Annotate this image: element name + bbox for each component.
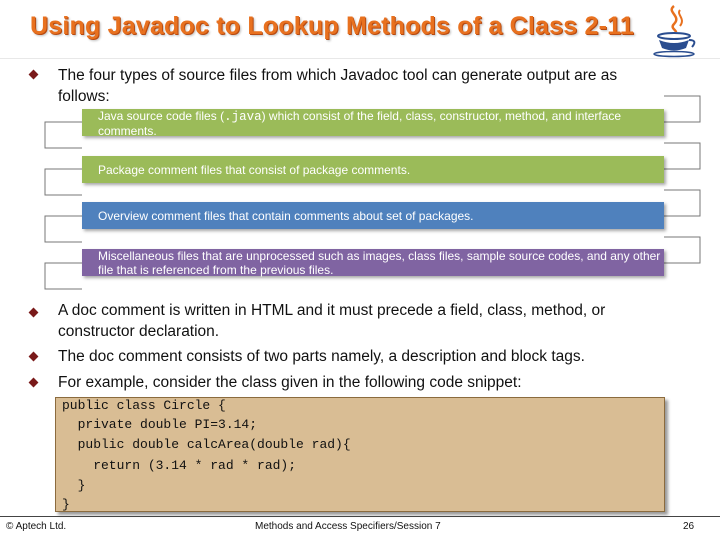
type-prefix: Java source code files ( bbox=[98, 109, 225, 123]
code-line: return (3.14 * rad * rad); bbox=[62, 458, 297, 473]
type-box-miscellaneous bbox=[82, 249, 664, 276]
bullet-code-example: For example, consider the class given in the following code snippet: bbox=[58, 374, 522, 391]
type-java-source-text bbox=[98, 109, 664, 138]
code-line: public class Circle { bbox=[62, 398, 226, 413]
java-extension-code: .java bbox=[224, 110, 262, 124]
type-miscellaneous-text: Miscellaneous files that are unprocessed such as images, class files, sample source codes, and any other file that is referenced from the previous files. bbox=[98, 249, 661, 277]
type-box-java-source bbox=[82, 109, 664, 136]
footer-divider bbox=[0, 516, 720, 517]
type-overview-comment-text: Overview comment files that contain comments about set of packages. bbox=[98, 209, 474, 223]
slide-title: Using Javadoc to Lookup Methods of a Class 2-11 bbox=[30, 12, 634, 40]
footer-copyright: © Aptech Ltd. bbox=[6, 521, 67, 532]
code-line: private double PI=3.14; bbox=[62, 417, 258, 432]
code-snippet bbox=[55, 397, 665, 512]
bullet-marker bbox=[29, 352, 39, 362]
page-number: 26 bbox=[683, 521, 695, 532]
footer-session: Methods and Access Specifiers/Session 7 bbox=[255, 521, 441, 532]
type-box-overview-comment bbox=[82, 202, 664, 229]
type-package-comment-text: Package comment files that consist of package comments. bbox=[98, 163, 411, 177]
code-line: } bbox=[62, 478, 86, 493]
bullet-marker bbox=[29, 378, 39, 388]
type-suffix: ) which consist of the field, class, constructor, method, and interface comments. bbox=[98, 109, 622, 138]
code-line: } bbox=[62, 497, 70, 512]
bullet-doc-comment-parts: The doc comment consists of two parts namely, a description and block tags. bbox=[58, 348, 585, 365]
code-line: public double calcArea(double rad){ bbox=[62, 437, 351, 452]
bullet-marker bbox=[29, 308, 39, 318]
bullet-doc-comment-html: A doc comment is written in HTML and it must precede a field, class, method, or constructor declaration. bbox=[58, 302, 606, 340]
intro-text: The four types of source files from which Javadoc tool can generate output are as follows: bbox=[58, 67, 618, 105]
type-box-package-comment bbox=[82, 156, 664, 183]
